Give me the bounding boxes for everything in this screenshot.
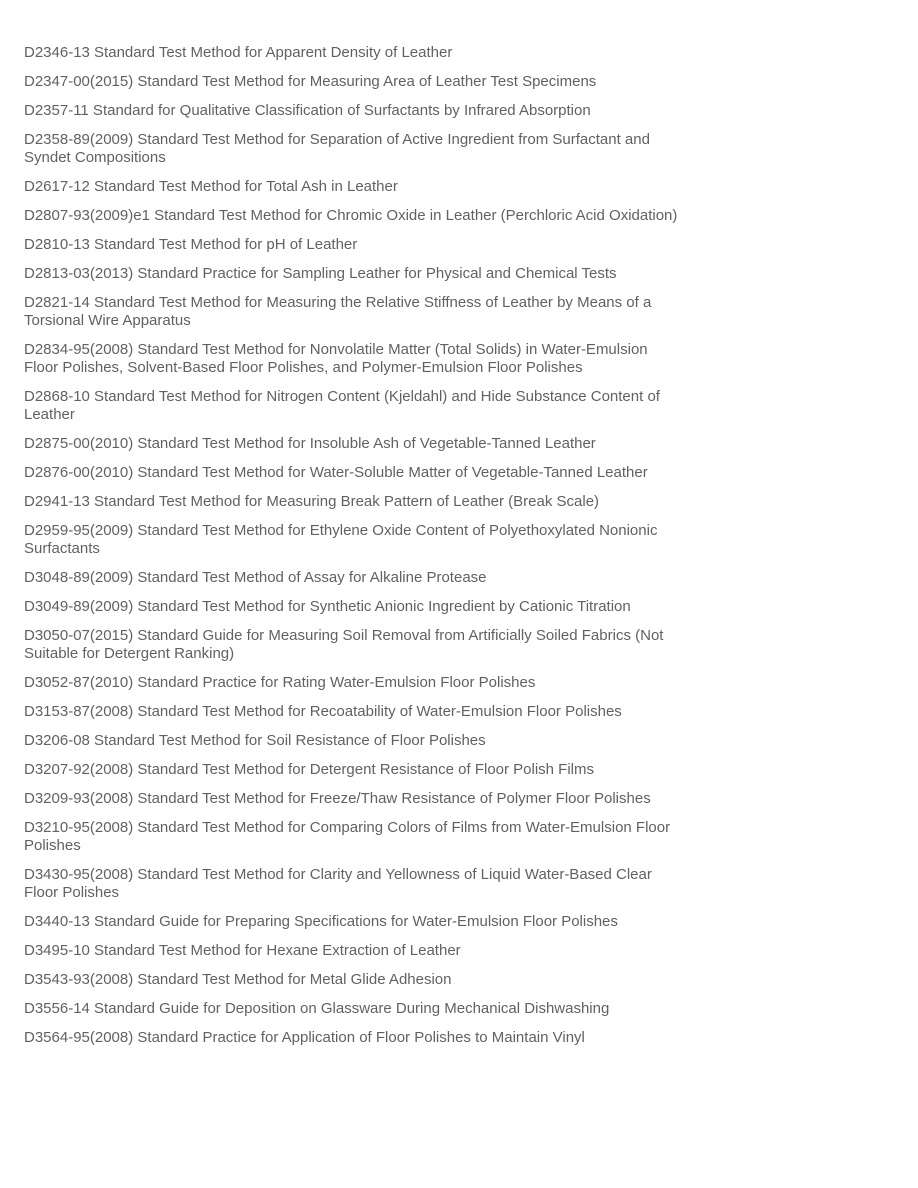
- list-item: D2834-95(2008) Standard Test Method for Nonvolatile Matter (Total Solids) in Water-Emulsion Floor Polishes, Solvent-Based Floor Polishes, and Polymer-Emulsion Floor Polishes: [24, 341, 648, 376]
- list-item: D2617-12 Standard Test Method for Total Ash in Leather: [24, 178, 398, 195]
- list-item: D2875-00(2010) Standard Test Method for Insoluble Ash of Vegetable-Tanned Leather: [24, 435, 596, 452]
- list-item: D2346-13 Standard Test Method for Apparent Density of Leather: [24, 44, 453, 61]
- list-item: D3543-93(2008) Standard Test Method for Metal Glide Adhesion: [24, 971, 452, 988]
- list-item: D3153-87(2008) Standard Test Method for Recoatability of Water-Emulsion Floor Polishes: [24, 703, 622, 720]
- list-item: D2358-89(2009) Standard Test Method for Separation of Active Ingredient from Surfactant and Syndet Compositions: [24, 131, 650, 166]
- list-item: D3209-93(2008) Standard Test Method for Freeze/Thaw Resistance of Polymer Floor Polishes: [24, 790, 651, 807]
- list-item: D3564-95(2008) Standard Practice for Application of Floor Polishes to Maintain Vinyl: [24, 1029, 585, 1046]
- list-item: D3049-89(2009) Standard Test Method for Synthetic Anionic Ingredient by Cationic Titration: [24, 598, 631, 615]
- list-item: D2959-95(2009) Standard Test Method for Ethylene Oxide Content of Polyethoxylated Nonionic Surfactants: [24, 522, 658, 557]
- standards-list: [24, 44, 679, 1058]
- list-item: D3495-10 Standard Test Method for Hexane Extraction of Leather: [24, 942, 461, 959]
- list-item: D3556-14 Standard Guide for Deposition on Glassware During Mechanical Dishwashing: [24, 1000, 610, 1017]
- list-item: D3207-92(2008) Standard Test Method for Detergent Resistance of Floor Polish Films: [24, 761, 595, 778]
- list-item: D2876-00(2010) Standard Test Method for Water-Soluble Matter of Vegetable-Tanned Leather: [24, 464, 648, 481]
- list-item: D3050-07(2015) Standard Guide for Measuring Soil Removal from Artificially Soiled Fabrics (Not Suitable for Detergent Ranking): [24, 627, 664, 662]
- list-item: D2941-13 Standard Test Method for Measuring Break Pattern of Leather (Break Scale): [24, 493, 600, 510]
- list-item: D3210-95(2008) Standard Test Method for Comparing Colors of Films from Water-Emulsion Floor Polishes: [24, 819, 671, 854]
- list-item: D3052-87(2010) Standard Practice for Rating Water-Emulsion Floor Polishes: [24, 674, 536, 691]
- list-item: D3440-13 Standard Guide for Preparing Specifications for Water-Emulsion Floor Polishes: [24, 913, 618, 930]
- list-item: D3048-89(2009) Standard Test Method of Assay for Alkaline Protease: [24, 569, 487, 586]
- list-item: D2821-14 Standard Test Method for Measuring the Relative Stiffness of Leather by Means of a Torsional Wire Apparatus: [24, 294, 652, 329]
- list-item: D2810-13 Standard Test Method for pH of Leather: [24, 236, 358, 253]
- list-item: D2357-11 Standard for Qualitative Classification of Surfactants by Infrared Absorption: [24, 102, 591, 119]
- list-item: D3430-95(2008) Standard Test Method for Clarity and Yellowness of Liquid Water-Based Clear Floor Polishes: [24, 866, 652, 901]
- list-item: D2347-00(2015) Standard Test Method for Measuring Area of Leather Test Specimens: [24, 73, 597, 90]
- list-item: D2807-93(2009)e1 Standard Test Method for Chromic Oxide in Leather (Perchloric Acid Oxidation): [24, 207, 678, 224]
- list-item: D2813-03(2013) Standard Practice for Sampling Leather for Physical and Chemical Tests: [24, 265, 617, 282]
- list-item: D3206-08 Standard Test Method for Soil Resistance of Floor Polishes: [24, 732, 486, 749]
- list-item: D2868-10 Standard Test Method for Nitrogen Content (Kjeldahl) and Hide Substance Content of Leather: [24, 388, 660, 423]
